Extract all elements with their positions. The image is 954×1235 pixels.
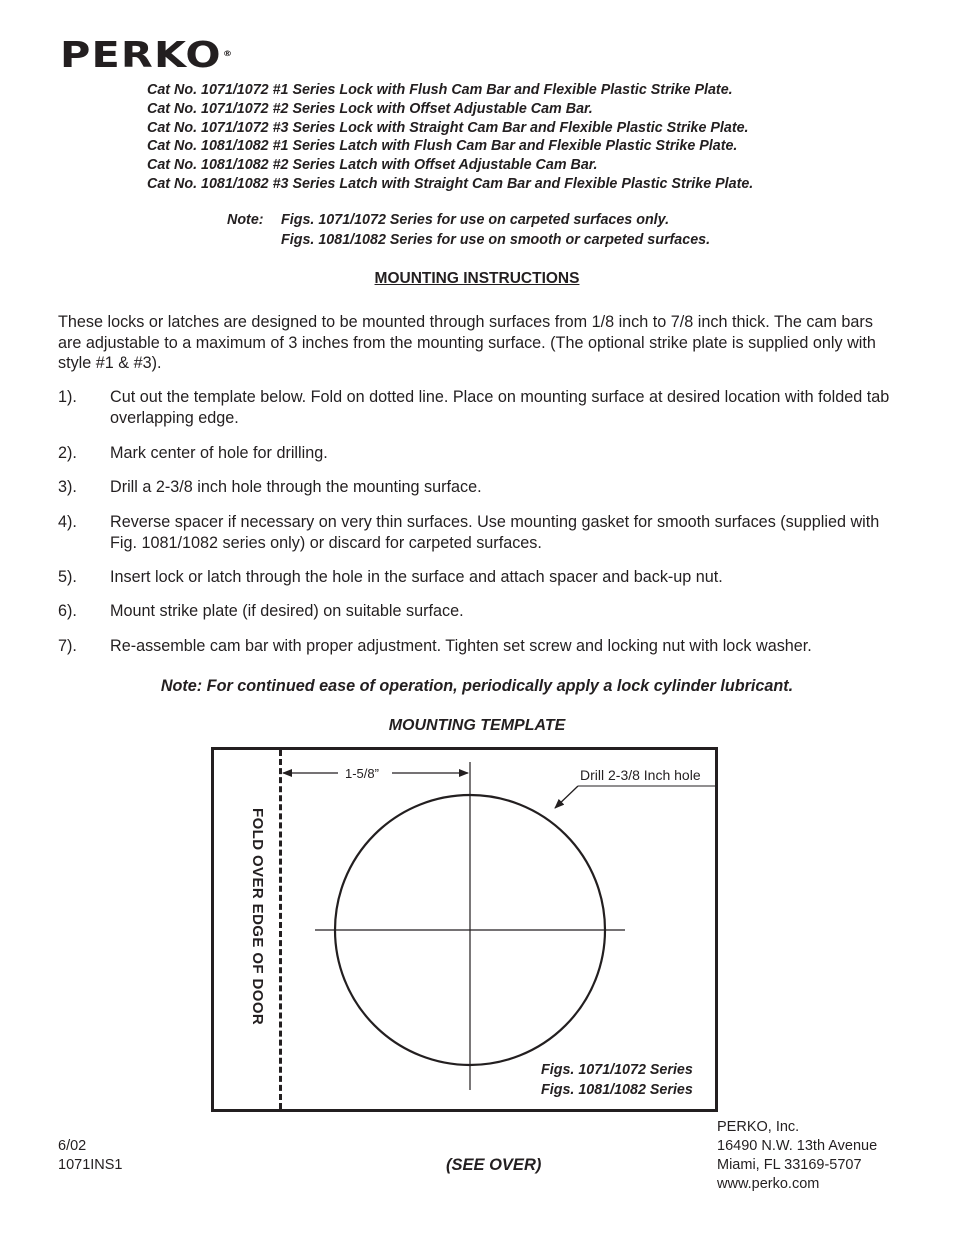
catalog-line: Cat No. 1071/1072 #2 Series Lock with Offset Adjustable Cam Bar.	[147, 100, 593, 117]
template-title: MOUNTING TEMPLATE	[388, 717, 566, 734]
date-code: 6/02	[58, 1138, 87, 1154]
note-line: Figs. 1081/1082 Series for use on smooth or carpeted surfaces.	[281, 231, 711, 248]
step-number: 7).	[58, 637, 77, 655]
figs-line: Figs. 1081/1082 Series	[541, 1081, 693, 1098]
step-number: 5).	[58, 568, 77, 586]
note-line: Figs. 1071/1072 Series for use on carpeted surfaces only.	[281, 212, 670, 228]
catalog-line: Cat No. 1081/1082 #2 Series Latch with Offset Adjustable Cam Bar.	[147, 157, 598, 174]
drill-label: Drill 2-3/8 Inch hole	[580, 767, 701, 783]
figs-line: Figs. 1071/1072 Series	[541, 1062, 693, 1078]
company-name: PERKO, Inc.	[717, 1119, 800, 1135]
company-address	[717, 1118, 877, 1194]
catalog-line: Cat No. 1071/1072 #1 Series Lock with Flush Cam Bar and Flexible Plastic Strike Plate.	[147, 82, 733, 98]
step-number: 3).	[58, 478, 77, 496]
fold-label: FOLD OVER EDGE OF DOOR	[249, 808, 266, 1026]
step-text: Reverse spacer if necessary on very thin surfaces. Use mounting gasket for smooth surfaces (supplied with Fig. 1081/1082 series only) or discard for carpeted surfaces.	[110, 513, 880, 552]
catalog-line: Cat No. 1081/1082 #1 Series Latch with Flush Cam Bar and Flexible Plastic Strike Plate.	[147, 138, 738, 155]
template-figs	[541, 1061, 693, 1100]
registered-mark: ®	[222, 49, 234, 58]
step-number: 4).	[58, 513, 77, 531]
see-over: (SEE OVER)	[446, 1156, 542, 1174]
drill-leader-arrow	[555, 786, 578, 808]
catalog-line: Cat No. 1081/1082 #3 Series Latch with Straight Cam Bar and Flexible Plastic Strike Plate.	[147, 175, 754, 192]
note-label: Note:	[227, 212, 264, 228]
step-text: Cut out the template below. Fold on dotted line. Place on mounting surface at desired location with folded tab overlapping edge.	[110, 388, 890, 427]
step-number: 2).	[58, 444, 77, 462]
dimension-label: 1-5/8”	[345, 766, 379, 781]
step-text: Drill a 2-3/8 inch hole through the mounting surface.	[110, 478, 482, 496]
street-address: 16490 N.W. 13th Avenue	[717, 1138, 878, 1154]
website-link[interactable]: www.perko.com	[717, 1176, 820, 1192]
step-text: Mark center of hole for drilling.	[110, 444, 328, 462]
city-address: Miami, FL 33169-5707	[717, 1157, 862, 1173]
footer-left	[58, 1137, 123, 1175]
step-text: Insert lock or latch through the hole in the surface and attach spacer and back-up nut.	[110, 568, 723, 586]
lubricant-note: Note: For continued ease of operation, periodically apply a lock cylinder lubricant.	[160, 677, 794, 695]
step-number: 6).	[58, 602, 77, 620]
step-number: 1).	[58, 388, 77, 406]
logo-text: PERKO	[60, 35, 222, 76]
page-heading: MOUNTING INSTRUCTIONS	[374, 270, 580, 287]
step-text: Re-assemble cam bar with proper adjustment. Tighten set screw and locking nut with lock washer.	[110, 637, 812, 655]
step-text: Mount strike plate (if desired) on suitable surface.	[110, 602, 464, 620]
doc-code: 1071INS1	[58, 1157, 123, 1173]
intro-paragraph: These locks or latches are designed to be mounted through surfaces from 1/8 inch to 7/8 inch thick. The cam bars are adjustable to a maximum of 3 inches from the mounting surface. (The optional strike plate is supplied only with style #1 & #3).	[58, 313, 876, 372]
catalog-line: Cat No. 1071/1072 #3 Series Lock with Straight Cam Bar and Flexible Plastic Strike Plate.	[147, 119, 749, 136]
